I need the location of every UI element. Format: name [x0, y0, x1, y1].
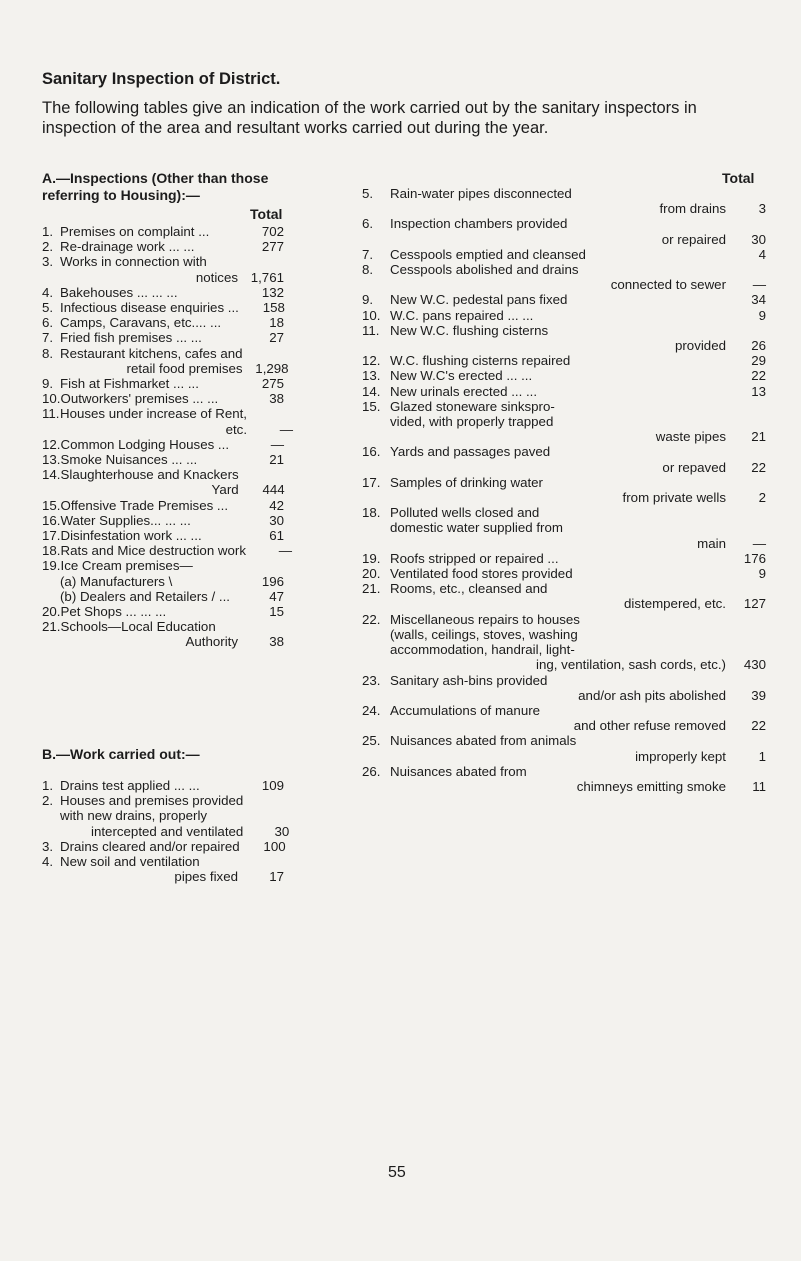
item-description — [390, 216, 726, 246]
item-description-line: Re-drainage work ... ... — [60, 239, 195, 255]
item-total: 3 — [758, 201, 766, 217]
item-number: 5. — [362, 186, 374, 201]
item-number: 5. — [42, 300, 54, 316]
item-description — [390, 703, 726, 733]
item-number: 26. — [362, 763, 381, 779]
item-number: 21. — [42, 619, 61, 635]
item-description-line: Works in connection with — [60, 254, 207, 270]
item-description-line: New urinals erected ... ... — [390, 383, 538, 399]
item-number: 1. — [42, 224, 54, 239]
list-item — [42, 285, 284, 300]
list-item — [42, 391, 284, 406]
item-description-line: distempered, etc. — [624, 596, 726, 612]
item-total: 9 — [758, 307, 766, 323]
list-item — [362, 505, 766, 551]
item-number: 13. — [362, 368, 381, 384]
item-number: 17. — [362, 474, 381, 490]
list-item — [42, 513, 284, 528]
list-item — [362, 384, 766, 399]
section-b-total-label: Total — [722, 170, 755, 186]
item-description — [60, 300, 239, 315]
item-description-line: Drains cleared and/or repaired — [60, 838, 240, 854]
list-item — [362, 581, 766, 611]
item-description — [60, 315, 238, 330]
item-description — [61, 604, 239, 619]
item-description-line: connected to sewer — [610, 277, 726, 293]
item-description-line: Camps, Caravans, etc.... ... — [60, 315, 222, 331]
item-description-line: provided — [674, 338, 726, 354]
list-item — [42, 224, 284, 239]
item-description-line: waste pipes — [655, 429, 726, 445]
item-total: 22 — [751, 459, 766, 475]
item-description-line: Polluted wells closed and — [390, 505, 540, 521]
item-number: 9. — [362, 292, 374, 308]
item-description — [61, 528, 239, 543]
item-total: 430 — [743, 657, 766, 673]
item-number: 8. — [362, 262, 374, 278]
item-number: 16. — [42, 512, 61, 528]
item-description — [60, 854, 238, 884]
item-description-line: Houses under increase of Rent, — [60, 406, 248, 422]
item-number: 22. — [362, 611, 381, 627]
section-b-heading: B.—Work carried out:— — [42, 746, 200, 762]
item-description — [60, 574, 238, 589]
item-number: 23. — [362, 672, 381, 688]
list-item — [42, 778, 284, 793]
section-a-heading — [42, 170, 268, 204]
item-description — [61, 558, 239, 573]
item-description-line: Pet Shops ... ... ... — [60, 604, 167, 620]
item-number: 19. — [42, 558, 61, 574]
list-item — [362, 262, 766, 292]
item-total: 100 — [263, 838, 286, 854]
item-description-line: etc. — [225, 421, 248, 437]
item-total: 30 — [274, 823, 290, 839]
list-item — [42, 558, 284, 573]
item-description — [60, 406, 247, 436]
item-number: 21. — [362, 581, 381, 597]
item-total: 127 — [743, 596, 766, 612]
item-description-line: New W.C. flushing cisterns — [390, 322, 549, 338]
item-number: 16. — [362, 444, 381, 460]
list-item — [42, 300, 284, 315]
item-description — [390, 353, 726, 368]
list-item — [42, 839, 284, 854]
item-description-line: Sanitary ash-bins provided — [390, 672, 548, 688]
item-description-line: Accumulations of manure — [390, 702, 541, 718]
item-description — [60, 224, 238, 239]
item-description-line: New W.C. pedestal pans fixed — [390, 292, 568, 308]
item-description — [60, 330, 238, 345]
list-item — [42, 437, 284, 452]
item-description — [390, 733, 726, 763]
item-description-line: and/or ash pits abolished — [578, 687, 726, 703]
item-description — [60, 239, 238, 254]
item-description — [61, 391, 239, 406]
item-total: 277 — [261, 239, 284, 255]
item-total: 27 — [269, 330, 284, 346]
item-description-line: Ventilated food stores provided — [390, 566, 573, 582]
item-total: 1,761 — [250, 269, 284, 285]
item-total: 26 — [751, 338, 766, 354]
item-total: — — [279, 421, 294, 437]
item-number: 1. — [42, 778, 54, 793]
item-number: 12. — [42, 436, 61, 452]
item-total: 196 — [261, 573, 284, 589]
item-total: 9 — [758, 566, 766, 582]
item-description-line: Water Supplies... ... ... — [60, 512, 191, 528]
item-description-line: Ice Cream premises— — [60, 558, 193, 574]
item-number: 3. — [42, 838, 54, 854]
list-item — [362, 186, 766, 216]
item-description-line: Nuisances abated from — [390, 763, 527, 779]
item-number: 3. — [42, 254, 54, 270]
item-number: 10. — [42, 391, 61, 407]
item-total: 22 — [751, 718, 766, 734]
item-number: 8. — [42, 345, 54, 361]
item-total: — — [270, 436, 284, 452]
list-item — [362, 703, 766, 733]
list-item — [42, 239, 284, 254]
item-number: 15. — [362, 398, 381, 414]
item-total: 34 — [751, 292, 766, 308]
item-description — [60, 346, 243, 376]
item-total: 444 — [262, 482, 285, 498]
item-description-line: Houses and premises provided — [60, 793, 244, 809]
item-description — [60, 793, 243, 839]
item-description-line: Cesspools abolished and drains — [390, 262, 579, 278]
list-item — [42, 793, 290, 839]
item-description-line: and other refuse removed — [573, 718, 726, 734]
item-description — [390, 581, 726, 611]
item-description — [60, 589, 238, 604]
item-number: 24. — [362, 702, 381, 718]
item-description-line: notices — [195, 269, 238, 285]
item-number: 17. — [42, 528, 61, 544]
section-a-list — [42, 224, 294, 650]
item-description-line: Cesspools emptied and cleansed — [390, 246, 586, 262]
item-description-line: Roofs stripped or repaired ... — [390, 550, 559, 566]
item-description-line: (b) Dealers and Retailers / ... — [60, 588, 230, 604]
item-number: 10. — [362, 307, 381, 323]
item-number: 14. — [362, 383, 381, 399]
item-number: 18. — [42, 543, 61, 559]
item-description — [390, 475, 726, 505]
item-total: 38 — [269, 391, 284, 407]
item-description-line: Rats and Mice destruction work — [60, 543, 246, 559]
item-description-line: Premises on complaint ... — [60, 224, 210, 239]
item-total: 61 — [269, 528, 284, 544]
list-item — [42, 452, 284, 467]
intro-paragraph: The following tables give an indication of the work carried out by the sanitary inspectors in inspection of the area and resultant works carried out during the year. — [42, 99, 697, 137]
item-number: 25. — [362, 733, 381, 749]
item-description-line: chimneys emitting smoke — [576, 778, 726, 794]
item-total: 22 — [751, 368, 766, 384]
list-item — [42, 315, 284, 330]
item-total: 39 — [751, 687, 766, 703]
list-item — [362, 308, 766, 323]
item-description-line: or repaired — [661, 231, 726, 247]
list-item — [42, 467, 284, 497]
list-item — [42, 330, 284, 345]
item-description-line: Schools—Local Education — [60, 619, 216, 635]
list-item — [42, 254, 284, 284]
item-description — [61, 498, 239, 513]
item-description-line: Yard — [211, 482, 239, 498]
item-total: 18 — [269, 315, 284, 331]
item-description — [390, 764, 726, 794]
item-description — [61, 467, 239, 497]
item-description-line: pipes fixed — [174, 869, 238, 885]
item-number: 14. — [42, 467, 61, 483]
item-description-line: domestic water supplied from — [390, 520, 563, 536]
item-description — [61, 619, 239, 649]
item-total: 109 — [261, 778, 284, 793]
item-description-line: from private wells — [622, 490, 726, 506]
item-total: 2 — [758, 490, 766, 506]
item-total: 1 — [758, 748, 766, 764]
list-item — [42, 406, 294, 437]
item-description-line: Miscellaneous repairs to houses — [390, 611, 580, 627]
list-item — [42, 498, 284, 513]
item-number: 20. — [362, 566, 381, 582]
item-number: 13. — [42, 452, 61, 468]
item-description — [390, 444, 726, 474]
list-item — [42, 528, 284, 543]
item-number: 4. — [42, 854, 54, 870]
item-description-line: Bakehouses ... ... ... — [60, 284, 178, 300]
list-item — [42, 589, 284, 604]
list-item — [362, 764, 766, 794]
item-total: — — [752, 277, 766, 293]
item-description-line: Outworkers' premises ... ... — [60, 391, 219, 407]
item-description — [60, 376, 238, 391]
item-total: 15 — [269, 604, 284, 620]
list-item — [362, 551, 766, 566]
item-description-line: Rooms, etc., cleansed and — [390, 581, 548, 597]
list-item — [42, 604, 284, 619]
item-total: 17 — [269, 869, 284, 885]
item-description-line: Smoke Nuisances ... ... — [60, 452, 198, 468]
item-total: 21 — [269, 452, 284, 468]
item-description — [390, 368, 726, 383]
list-item — [362, 399, 766, 445]
item-description-line: Disinfestation work ... ... — [60, 528, 202, 544]
item-description — [60, 839, 240, 854]
item-description-line: Samples of drinking water — [390, 474, 543, 490]
item-total: 30 — [751, 231, 766, 247]
item-description — [60, 254, 238, 284]
item-description-line: W.C. pans repaired ... ... — [390, 307, 534, 323]
item-number: 6. — [362, 216, 374, 232]
item-description-line: Glazed stoneware sinkspro- — [390, 398, 555, 414]
section-a-heading-line: referring to Housing):— — [42, 187, 200, 203]
item-number: 2. — [42, 793, 54, 809]
item-description-line: intercepted and ventilated — [91, 823, 244, 839]
item-description-line: Common Lodging Houses ... — [60, 436, 230, 452]
item-description-line: (walls, ceilings, stoves, washing — [390, 626, 578, 642]
item-description — [390, 323, 726, 353]
list-item — [362, 368, 766, 383]
list-item — [362, 444, 766, 474]
item-description-line: Slaughterhouse and Knackers — [60, 467, 239, 483]
item-number: 11. — [42, 406, 60, 422]
item-total: 29 — [751, 353, 766, 369]
item-number: 20. — [42, 604, 61, 620]
item-description — [390, 247, 726, 262]
item-description — [390, 673, 726, 703]
item-total: 1,298 — [255, 360, 289, 376]
list-item — [362, 673, 766, 703]
item-number: 15. — [42, 497, 61, 513]
item-description — [390, 612, 726, 673]
item-description-line: from drains — [659, 201, 726, 217]
section-a-heading-line: A.—Inspections (Other than those — [42, 170, 269, 186]
item-number: 9. — [42, 376, 54, 392]
item-total: 158 — [262, 300, 285, 316]
item-description-line: accommodation, handrail, light- — [390, 642, 575, 658]
item-description-line: New W.C's erected ... ... — [390, 368, 533, 384]
item-total: 176 — [743, 550, 766, 566]
item-description — [390, 292, 726, 307]
item-total: 702 — [261, 224, 284, 239]
list-item — [362, 247, 766, 262]
item-description-line: main — [697, 535, 726, 551]
item-description-line: Inspection chambers provided — [390, 216, 568, 232]
item-description-line: with new drains, properly — [60, 808, 208, 824]
item-description — [61, 543, 247, 558]
item-description — [60, 285, 238, 300]
item-description — [390, 505, 726, 551]
item-total: 13 — [751, 383, 766, 399]
list-item — [362, 323, 766, 353]
item-total: 21 — [751, 429, 766, 445]
list-item — [362, 733, 766, 763]
item-description-line: Fish at Fishmarket ... ... — [60, 376, 199, 392]
item-total: — — [752, 535, 766, 551]
item-description — [390, 551, 726, 566]
item-description — [390, 262, 726, 292]
list-item — [42, 854, 284, 884]
item-total: 47 — [269, 588, 284, 604]
item-description — [61, 452, 239, 467]
item-description-line: retail food premises — [126, 360, 243, 376]
item-description — [390, 399, 726, 445]
list-item — [362, 612, 766, 673]
list-item — [42, 543, 292, 559]
item-description — [61, 513, 239, 528]
list-item — [362, 216, 766, 246]
item-description — [390, 186, 726, 216]
item-number: 18. — [362, 505, 381, 521]
list-item — [42, 619, 284, 649]
section-b-list-left — [42, 778, 290, 885]
item-number: 11. — [362, 322, 380, 338]
item-description-line: Yards and passages paved — [390, 444, 551, 460]
section-b-list-right — [362, 186, 766, 794]
item-description-line: improperly kept — [635, 748, 726, 764]
item-number: 12. — [362, 353, 381, 369]
list-item — [42, 376, 284, 391]
item-total: — — [278, 543, 292, 559]
item-description — [61, 437, 239, 452]
item-description-line: Drains test applied ... ... — [60, 778, 200, 793]
item-description-line: ing, ventilation, sash cords, etc.) — [536, 657, 726, 673]
item-total: 30 — [269, 512, 284, 528]
item-description-line: W.C. flushing cisterns repaired — [390, 353, 571, 369]
section-a-total-label: Total — [250, 206, 283, 222]
item-number: 6. — [42, 315, 54, 331]
item-total: 132 — [261, 284, 284, 300]
item-number: 7. — [42, 330, 54, 346]
item-description-line: Infectious disease enquiries ... — [60, 300, 239, 316]
list-item — [362, 353, 766, 368]
page-title: Sanitary Inspection of District. — [42, 70, 281, 88]
list-item — [362, 475, 766, 505]
item-number: 19. — [362, 550, 381, 566]
item-description-line: Nuisances abated from animals — [390, 733, 577, 749]
item-total: 42 — [269, 497, 284, 513]
item-description-line: (a) Manufacturers \ — [60, 573, 173, 589]
item-number: 4. — [42, 284, 54, 300]
item-description — [390, 308, 726, 323]
item-description-line: Authority — [185, 634, 238, 650]
item-number: 2. — [42, 239, 54, 255]
item-description — [390, 566, 726, 581]
list-item — [42, 574, 284, 589]
item-description-line: Restaurant kitchens, cafes and — [60, 345, 243, 361]
item-number: 7. — [362, 246, 374, 262]
item-description — [390, 384, 726, 399]
list-item — [42, 345, 289, 376]
item-description-line: Rain-water pipes disconnected — [390, 186, 572, 201]
item-total: 11 — [752, 778, 766, 794]
list-item — [362, 292, 766, 307]
list-item — [362, 566, 766, 581]
item-description-line: vided, with properly trapped — [390, 414, 554, 430]
item-description-line: New soil and ventilation — [60, 854, 200, 870]
item-description — [60, 778, 238, 793]
item-total: 38 — [269, 634, 284, 650]
item-description-line: or repaved — [662, 459, 726, 475]
item-description-line: Offensive Trade Premises ... — [60, 497, 229, 513]
item-total: 275 — [261, 376, 284, 392]
page-number: 55 — [388, 1164, 406, 1181]
item-total: 4 — [758, 246, 766, 262]
item-description-line: Fried fish premises ... ... — [60, 330, 202, 346]
